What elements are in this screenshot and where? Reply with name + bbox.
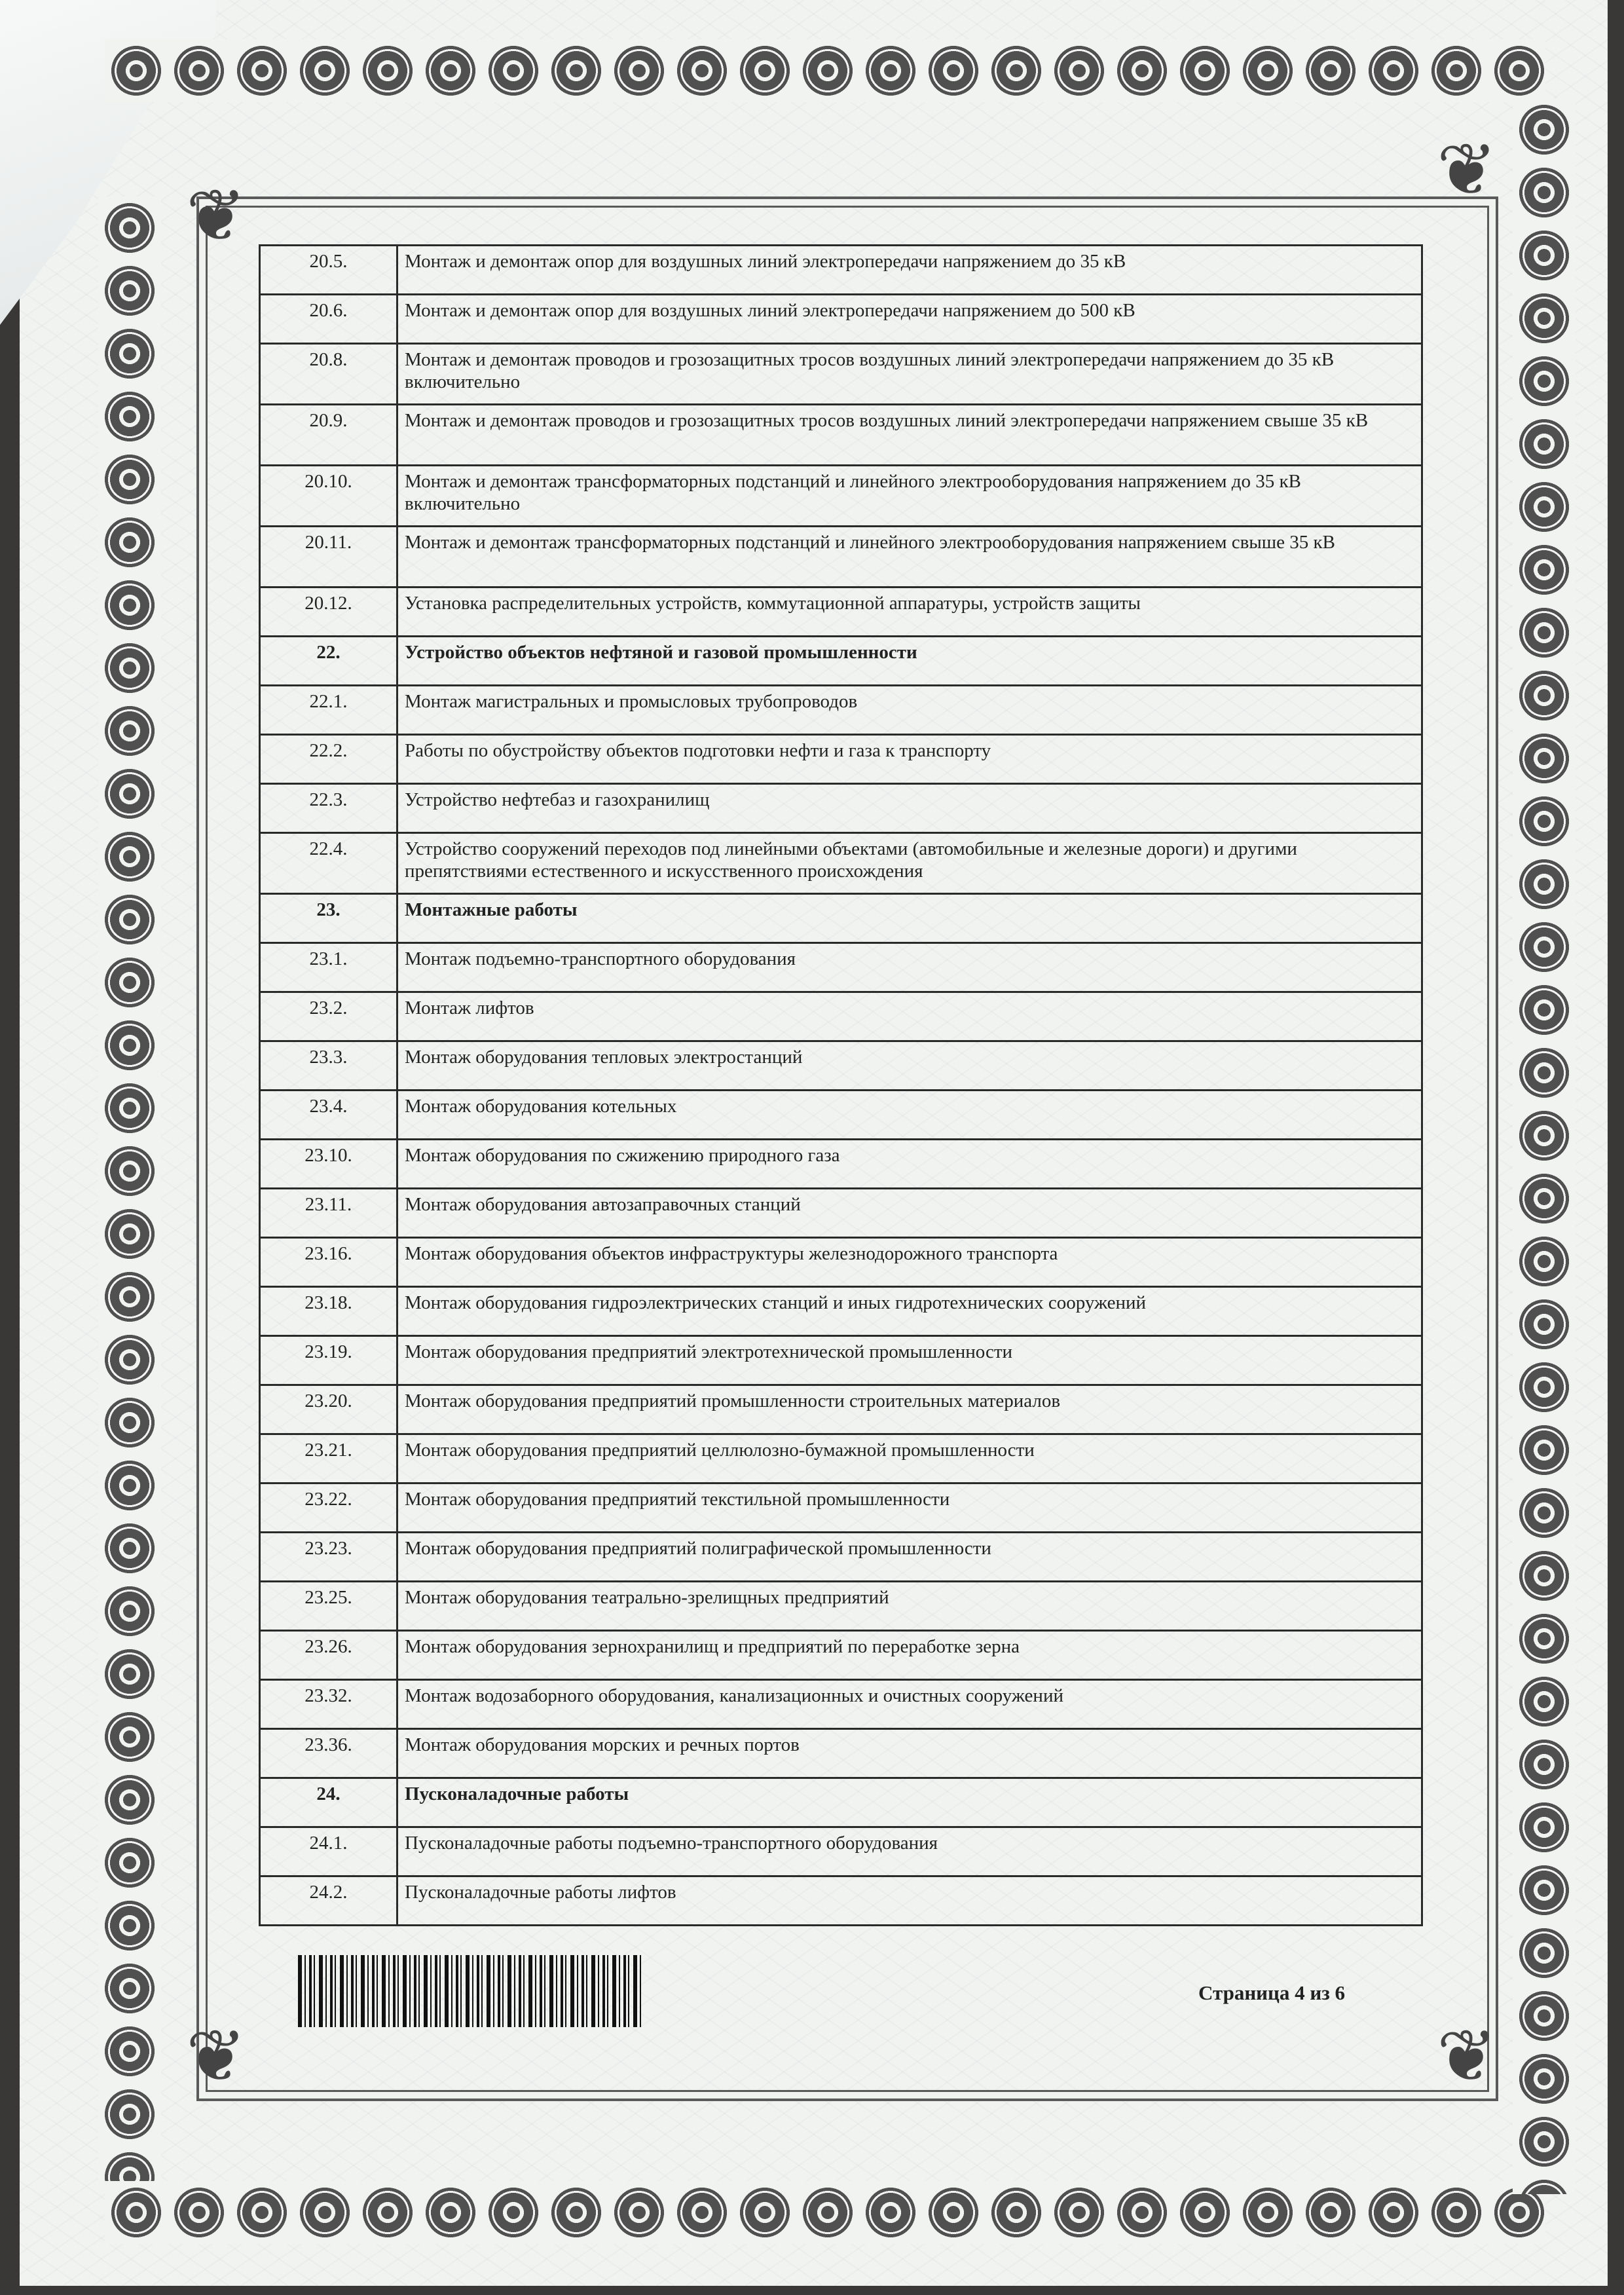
row-description: Монтаж и демонтаж опор для воздушных линий электропередачи напряжением до 500 кВ [397,295,1422,344]
table-row [260,1336,1422,1385]
row-number: 23. [260,894,397,943]
row-number: 22.2. [260,735,397,784]
table-row [260,735,1422,784]
row-number: 23.10. [260,1140,397,1189]
row-number: 23.36. [260,1729,397,1778]
row-number: 20.12. [260,588,397,637]
row-number: 23.26. [260,1631,397,1680]
row-number: 20.6. [260,295,397,344]
table-row [260,1434,1422,1483]
row-description: Монтаж оборудования котельных [397,1091,1422,1140]
table-row [260,1385,1422,1434]
table-row [260,405,1422,466]
row-number: 20.5. [260,246,397,295]
section-row [260,637,1422,686]
table-row [260,295,1422,344]
table-row [260,1680,1422,1729]
row-description: Монтаж оборудования зернохранилищ и предприятий по переработке зерна [397,1631,1422,1680]
row-number: 23.3. [260,1041,397,1091]
table-row [260,1483,1422,1533]
row-description: Монтаж оборудования морских и речных портов [397,1729,1422,1778]
row-number: 23.19. [260,1336,397,1385]
page-label: Страница [1198,1981,1290,2004]
row-number: 22.1. [260,686,397,735]
works-table [259,244,1423,1926]
row-number: 20.9. [260,405,397,466]
row-number: 24. [260,1778,397,1827]
row-description: Монтаж и демонтаж трансформаторных подстанций и линейного электрооборудования напряжением свыше 35 кВ [397,527,1422,588]
ornamental-border-top [105,39,1545,102]
row-number: 23.32. [260,1680,397,1729]
row-number: 23.23. [260,1533,397,1582]
ornamental-border-left [98,196,161,2181]
table-row [260,1189,1422,1238]
table-row [260,833,1422,894]
row-description: Пусконаладочные работы [397,1778,1422,1827]
row-description: Монтаж оборудования тепловых электростанций [397,1041,1422,1091]
ornamental-border-bottom [105,2181,1545,2244]
row-number: 23.16. [260,1238,397,1287]
row-description: Монтаж оборудования предприятий электротехнической промышленности [397,1336,1422,1385]
table-row [260,1140,1422,1189]
row-description: Устройство сооружений переходов под линейными объектами (автомобильные и железные дороги) и другими препятствиями естественного и искусственного происхождения [397,833,1422,894]
table-row [260,466,1422,527]
corner-ornament-icon: ❦ [185,176,247,256]
row-number: 23.20. [260,1385,397,1434]
row-description: Работы по обустройству объектов подготовки нефти и газа к транспорту [397,735,1422,784]
section-row [260,1778,1422,1827]
row-description: Монтаж оборудования предприятий текстильной промышленности [397,1483,1422,1533]
table-row [260,344,1422,405]
table-row [260,1876,1422,1926]
table-row [260,246,1422,295]
row-description: Пусконаладочные работы лифтов [397,1876,1422,1926]
row-number: 23.22. [260,1483,397,1533]
ornamental-border-right [1513,98,1576,2194]
table-row [260,1582,1422,1631]
table-row [260,527,1422,588]
table-row [260,943,1422,992]
corner-ornament-icon: ❦ [1436,130,1498,210]
row-description: Монтаж магистральных и промысловых трубопроводов [397,686,1422,735]
row-description: Монтаж оборудования предприятий целлюлозно-бумажной промышленности [397,1434,1422,1483]
row-description: Монтажные работы [397,894,1422,943]
row-description: Монтаж оборудования предприятий промышленности строительных материалов [397,1385,1422,1434]
page-of: из [1310,1981,1330,2004]
row-number: 22.4. [260,833,397,894]
row-number: 20.11. [260,527,397,588]
table-row [260,1238,1422,1287]
row-number: 20.8. [260,344,397,405]
table-row [260,1287,1422,1336]
row-description: Монтаж оборудования объектов инфраструктуры железнодорожного транспорта [397,1238,1422,1287]
row-description: Пусконаладочные работы подъемно-транспортного оборудования [397,1827,1422,1876]
row-description: Монтаж оборудования предприятий полиграфической промышленности [397,1533,1422,1582]
row-description: Монтаж оборудования автозаправочных станций [397,1189,1422,1238]
row-number: 23.1. [260,943,397,992]
row-description: Монтаж и демонтаж проводов и грозозащитных тросов воздушных линий электропередачи напряжением до 35 кВ включительно [397,344,1422,405]
row-number: 22.3. [260,784,397,833]
table-row [260,992,1422,1041]
row-description: Монтаж лифтов [397,992,1422,1041]
row-number: 23.2. [260,992,397,1041]
section-row [260,894,1422,943]
row-description: Монтаж и демонтаж опор для воздушных линий электропередачи напряжением до 35 кВ [397,246,1422,295]
corner-ornament-icon: ❦ [185,2017,247,2097]
row-number: 23.25. [260,1582,397,1631]
row-number: 22. [260,637,397,686]
row-description: Монтаж оборудования по сжижению природного газа [397,1140,1422,1189]
row-number: 24.2. [260,1876,397,1926]
table-row [260,784,1422,833]
table-row [260,1091,1422,1140]
barcode [298,1955,642,2027]
row-description: Установка распределительных устройств, коммутационной аппаратуры, устройств защиты [397,588,1422,637]
row-description: Монтаж и демонтаж проводов и грозозащитных тросов воздушных линий электропередачи напряжением свыше 35 кВ [397,405,1422,466]
table-row [260,588,1422,637]
row-number: 23.21. [260,1434,397,1483]
table-row [260,1631,1422,1680]
works-table-body [260,246,1422,1926]
table-row [260,1729,1422,1778]
row-description: Монтаж подъемно-транспортного оборудования [397,943,1422,992]
table-row [260,1041,1422,1091]
page-current: 4 [1295,1981,1305,2004]
row-description: Устройство нефтебаз и газохранилищ [397,784,1422,833]
row-description: Монтаж водозаборного оборудования, канализационных и очистных сооружений [397,1680,1422,1729]
row-number: 24.1. [260,1827,397,1876]
row-description: Устройство объектов нефтяной и газовой промышленности [397,637,1422,686]
row-number: 23.11. [260,1189,397,1238]
corner-ornament-icon: ❦ [1436,2017,1498,2097]
table-row [260,1533,1422,1582]
row-description: Монтаж и демонтаж трансформаторных подстанций и линейного электрооборудования напряжением до 35 кВ включительно [397,466,1422,527]
table-row [260,686,1422,735]
row-number: 20.10. [260,466,397,527]
row-number: 23.18. [260,1287,397,1336]
table-row [260,1827,1422,1876]
page-total: 6 [1335,1981,1345,2004]
row-description: Монтаж оборудования гидроэлектрических станций и иных гидротехнических сооружений [397,1287,1422,1336]
row-number: 23.4. [260,1091,397,1140]
row-description: Монтаж оборудования театрально-зрелищных предприятий [397,1582,1422,1631]
page-number [1198,1981,1345,2005]
